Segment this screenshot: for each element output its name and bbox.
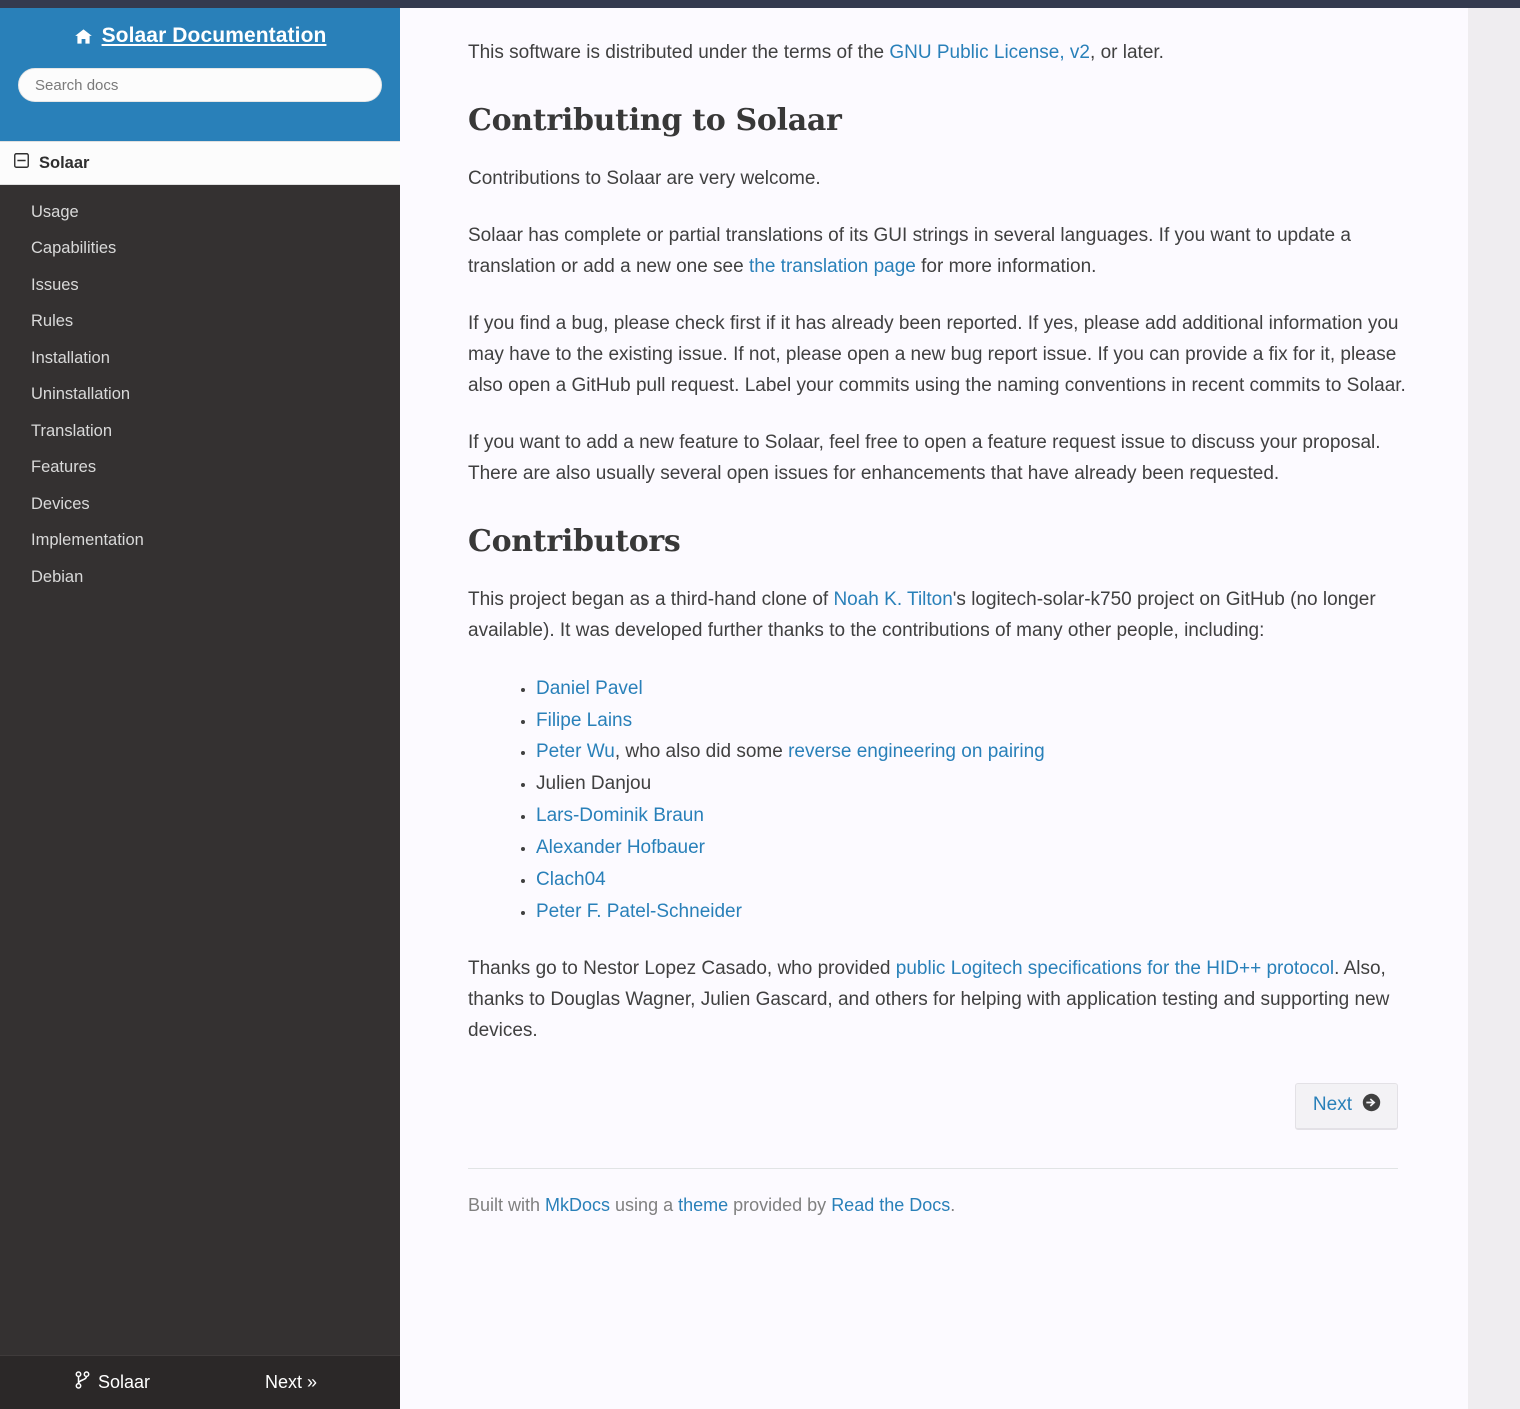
- thanks-text-after: . Also, thanks to Douglas Wagner, Julien Gascard, and others for helping with application testing and supporting new devices.: [468, 957, 1390, 1041]
- list-item: [536, 736, 1408, 768]
- sidebar-item-label[interactable]: Issues: [31, 275, 79, 294]
- sidebar-item-translation[interactable]: [0, 413, 400, 450]
- sidebar-item-implementation[interactable]: [0, 523, 400, 560]
- reverse-engineering-link[interactable]: reverse engineering on pairing: [788, 741, 1045, 763]
- hidpp-spec-link[interactable]: public Logitech specifications for the HID++ protocol: [895, 957, 1335, 979]
- paragraph-translations: [468, 221, 1408, 283]
- list-item: [536, 768, 1408, 800]
- footer-provided-by-text: provided by: [728, 1194, 832, 1215]
- sidebar-item-usage[interactable]: [0, 194, 400, 231]
- sidebar-item-label[interactable]: Devices: [31, 494, 90, 513]
- sidebar-item-label[interactable]: Installation: [31, 348, 110, 367]
- circle-arrow-right-icon: [1362, 1093, 1381, 1118]
- browser-top-strip: [0, 0, 1520, 8]
- document-body: [400, 0, 1468, 1216]
- paragraph-thanks: [468, 954, 1408, 1047]
- contributor-link[interactable]: Clach04: [536, 869, 606, 891]
- sidebar-item-label[interactable]: Debian: [31, 567, 84, 586]
- minus-square-icon[interactable]: [14, 153, 29, 173]
- sidebar-item-installation[interactable]: [0, 340, 400, 377]
- search-form: [18, 68, 382, 102]
- mkdocs-link[interactable]: MkDocs: [545, 1194, 611, 1215]
- noah-tilton-link[interactable]: Noah K. Tilton: [833, 588, 953, 610]
- page-right-gutter: [1468, 0, 1520, 1409]
- paragraph-bug-reporting: If you find a bug, please check first if it has already been reported. If yes, please add additional information you may have to the existing issue. If not, please open a new bug report issue. If you can provide a fix for it, please also open a GitHub pull request. Label your commits using the naming conventions in recent commits to Solaar.: [468, 312, 1406, 396]
- contributor-link[interactable]: Alexander Hofbauer: [536, 837, 705, 859]
- sidebar: [0, 0, 400, 1409]
- contributors-list: [468, 673, 1408, 928]
- license-text-after: , or later.: [1090, 42, 1164, 63]
- readthedocs-link[interactable]: Read the Docs: [831, 1194, 951, 1215]
- sidebar-bottom-nav: [0, 1355, 400, 1409]
- pagination-row: [468, 1083, 1408, 1130]
- paragraph-welcome: Contributions to Solaar are very welcome.: [468, 167, 821, 189]
- list-item: [536, 705, 1408, 737]
- translation-page-link[interactable]: the translation page: [748, 255, 916, 277]
- list-item: [536, 832, 1408, 864]
- sidebar-header: [0, 0, 400, 141]
- translations-text-before: Solaar has complete or partial translations of its GUI strings in several languages. If you want to update a translation or add a new one see: [468, 224, 1351, 277]
- footer-divider: [468, 1168, 1398, 1169]
- sidebar-item-features[interactable]: [0, 450, 400, 487]
- git-branch-icon: [75, 1371, 90, 1394]
- origin-text-after: 's logitech-solar-k750 project on GitHub (no longer available). It was developed further thanks to the contributions of many other people, including:: [468, 588, 1376, 641]
- home-icon: [74, 27, 93, 46]
- footer-period: .: [950, 1194, 956, 1215]
- contributor-link[interactable]: Peter F. Patel-Schneider: [536, 901, 742, 922]
- contributor-link[interactable]: Daniel Pavel: [536, 677, 643, 699]
- search-input[interactable]: [18, 68, 382, 102]
- origin-text-before: This project began as a third-hand clone of: [468, 588, 834, 610]
- sidebar-item-label[interactable]: Rules: [31, 312, 74, 331]
- paragraph-license: [468, 38, 1408, 69]
- theme-link[interactable]: theme: [678, 1194, 729, 1215]
- heading-contributing: Contributing to Solaar: [468, 102, 842, 138]
- sidebar-item-label[interactable]: Usage: [31, 202, 79, 221]
- sidebar-item-label[interactable]: Capabilities: [31, 239, 117, 258]
- contributor-link[interactable]: Filipe Lains: [536, 709, 633, 731]
- sidebar-home-link[interactable]: [18, 24, 382, 48]
- list-item: [536, 864, 1408, 896]
- sidebar-item-issues[interactable]: [0, 267, 400, 304]
- sidebar-item-label[interactable]: Implementation: [31, 531, 144, 550]
- contributor-link[interactable]: Peter Wu: [536, 741, 615, 763]
- translations-text-after: for more information.: [915, 255, 1097, 277]
- sidebar-section-label: Solaar: [39, 153, 90, 172]
- sidebar-item-devices[interactable]: [0, 486, 400, 523]
- main-content: [400, 0, 1468, 1409]
- sidebar-item-rules[interactable]: [0, 304, 400, 341]
- sidebar-item-capabilities[interactable]: [0, 231, 400, 268]
- sidebar-item-debian[interactable]: [0, 559, 400, 596]
- contributor-link[interactable]: Lars-Dominik Braun: [536, 805, 704, 827]
- heading-contributors: Contributors: [468, 523, 681, 559]
- sidebar-nav-list: [0, 185, 400, 596]
- sidebar-item-uninstallation[interactable]: [0, 377, 400, 414]
- license-text-before: This software is distributed under the terms of the: [468, 42, 890, 63]
- sidebar-section-solaar[interactable]: [0, 141, 400, 185]
- contributor-trailing-text: , who also did some: [614, 741, 789, 763]
- paragraph-feature-request: If you want to add a new feature to Solaar, feel free to open a feature request issue to discuss your proposal. There are also usually several open issues for enhancements that have already been requested.: [468, 431, 1381, 484]
- list-item: [536, 896, 1408, 928]
- contributor-plain-text: Julien Danjou: [536, 773, 652, 795]
- bottom-nav-prev-label: Solaar: [98, 1372, 151, 1392]
- next-button-label: Next: [1312, 1094, 1352, 1116]
- list-item: [536, 673, 1408, 705]
- sidebar-item-label[interactable]: Translation: [31, 421, 113, 440]
- bottom-nav-next-link[interactable]: Next »: [265, 1372, 318, 1392]
- sidebar-title-text: Solaar Documentation: [101, 24, 327, 47]
- site-footer: [468, 1195, 1408, 1216]
- sidebar-item-label[interactable]: Uninstallation: [31, 385, 131, 404]
- list-item: [536, 800, 1408, 832]
- next-button[interactable]: [1295, 1083, 1398, 1130]
- footer-using-a-text: using a: [610, 1194, 679, 1215]
- paragraph-project-origin: [468, 585, 1408, 647]
- thanks-text-before: Thanks go to Nestor Lopez Casado, who provided: [468, 957, 896, 979]
- gnu-license-link[interactable]: GNU Public License, v2: [889, 42, 1091, 63]
- footer-built-with-text: Built with: [468, 1194, 546, 1215]
- sidebar-item-label[interactable]: Features: [31, 458, 97, 477]
- bottom-nav-prev-link[interactable]: [75, 1371, 150, 1394]
